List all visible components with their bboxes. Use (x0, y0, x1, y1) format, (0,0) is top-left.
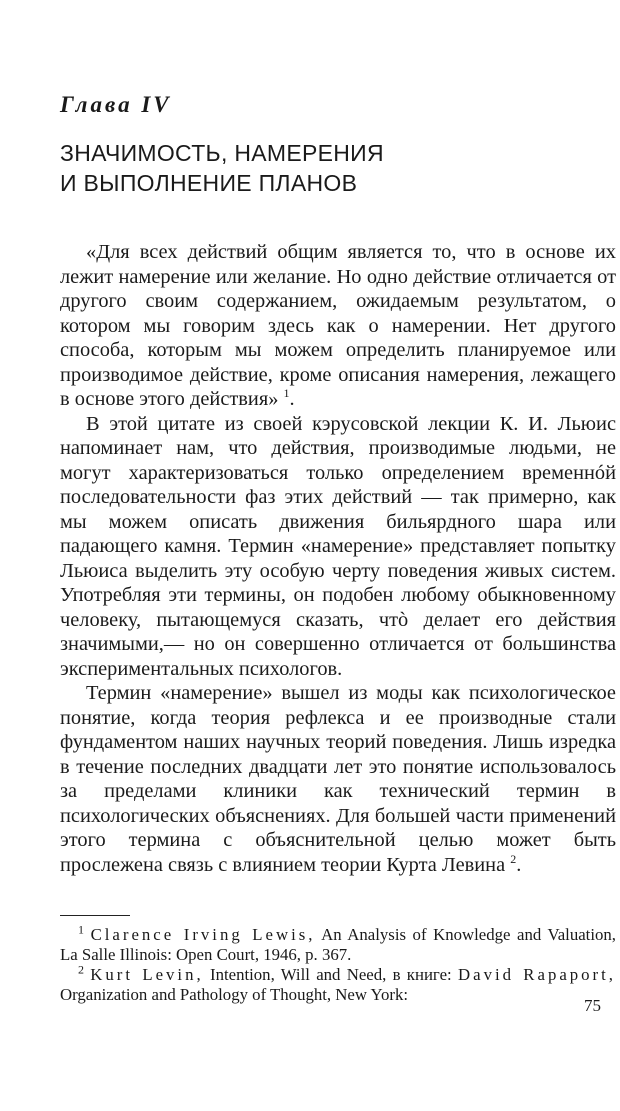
paragraph-1 (60, 240, 616, 412)
footnote-2 (60, 962, 617, 1005)
chapter-title-line-2: И ВЫПОЛНЕНИЕ ПЛАНОВ (60, 170, 358, 196)
chapter-title-line-1: ЗНАЧИМОСТЬ, НАМЕРЕНИЯ (60, 140, 384, 166)
footnote-2-author-2: David Rapaport, (458, 965, 617, 984)
footnote-2-text-a: Intention, Will and Need, в книге: (209, 965, 452, 984)
chapter-label: Глава IV (60, 92, 172, 117)
paragraph-1-tail: . (289, 388, 295, 410)
paragraph-1-text: «Для всех действий общим является то, что в основе их лежит намерение или желание. Но одно действие отличается от другого своим содержанием, ожидаемым результатом, о котором мы говорим здесь как о намерении. Нет другого способа, которым мы можем определить планируемое или производимое действие, кроме описания намерения, лежащего в основе этого действия» (60, 241, 616, 410)
page-number: 75 (584, 996, 601, 1015)
paragraph-3-text: Термин «намерение» вышел из моды как психологическое понятие, когда теория рефлекса и ее производные стали фундаментом наших научных теорий поведения. Лишь изредка в течение последних двадцати лет это понятие использовалось за пределами клиники как технический термин в психологических объяснениях. Для большей части применений этого термина с объяснительной целью может быть прослежена связь с влиянием теории Курта Левина (60, 682, 616, 876)
chapter-title (60, 138, 560, 198)
footnote-ref-2: 2 (510, 851, 517, 866)
paragraph-3 (60, 681, 616, 877)
footnote-ref-1: 1 (283, 386, 290, 401)
footnote-divider (60, 915, 130, 916)
footnote-2-author: Kurt Levin, (90, 965, 204, 984)
footnote-1-author: Clarence Irving Lewis, (90, 925, 316, 944)
footnote-2-marker: 2 (78, 962, 84, 977)
footnotes (60, 922, 617, 1005)
paragraph-3-tail: . (516, 853, 522, 876)
footnote-1-marker: 1 (78, 922, 84, 937)
paragraph-2: В этой цитате из своей кэрусовской лекции К. И. Льюис напоминает нам, что действия, производимые людьми, не могут характеризоваться только определением временнóй последовательности фаз этих действий — так примерно, как мы можем описать движения бильярдного шара или падающего камня. Термин «намерение» представляет попытку Льюиса выделить эту особую черту поведения живых систем. Употребляя эти термины, он подобен любому обыкновенному человеку, пытающемуся сказать, чтò делает его действия значимыми,— но он совершенно отличается от большинства экспериментальных психологов. (60, 412, 616, 680)
body-text (60, 240, 616, 877)
footnote-1 (60, 922, 616, 965)
footnote-2-text-b: Organization and Pathology of Thought, New York: (60, 985, 409, 1004)
footnote-1-text: An Analysis of Knowledge and Valuation, La Salle Illinois: Open Court, 1946, p. 367. (60, 925, 616, 964)
